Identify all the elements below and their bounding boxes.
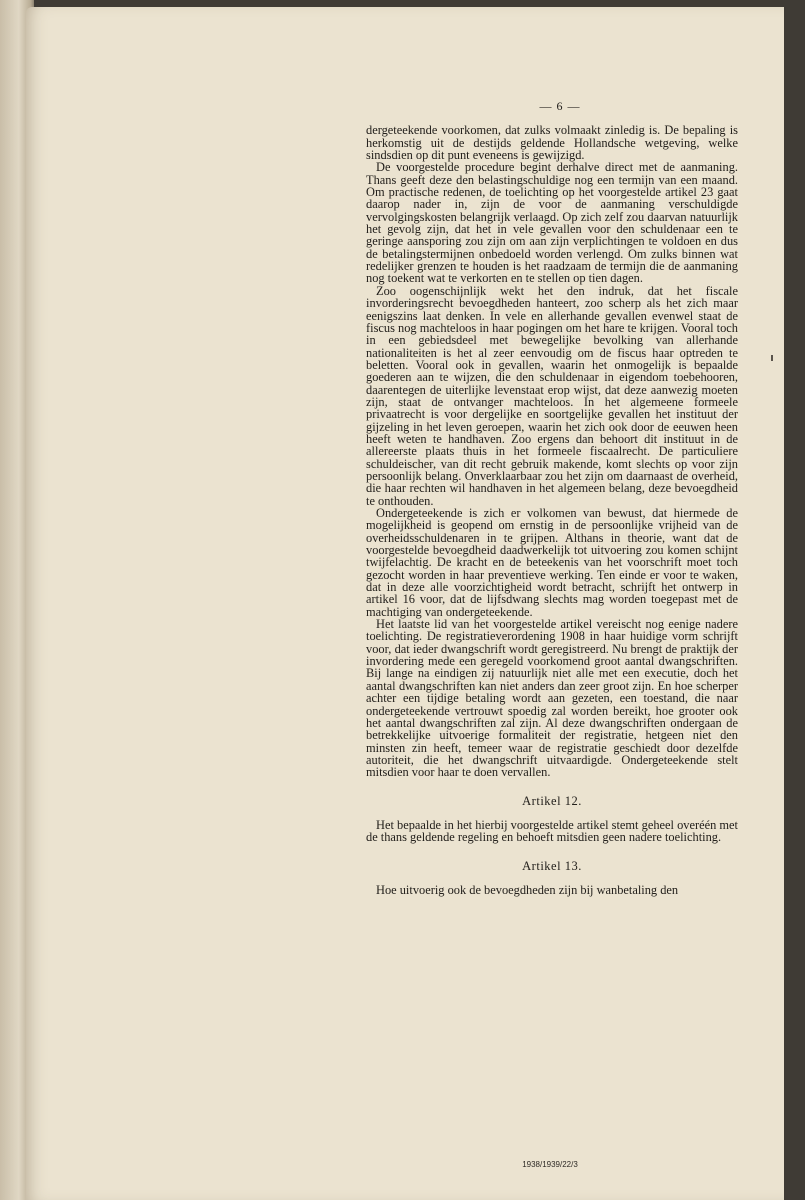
- article-13-heading: Artikel 13.: [522, 858, 582, 873]
- paragraph-4: Ondergeteekende is zich er volkomen van bewust, dat hiermede de mogelijkheid is geopend om ernstig in de persoonlijke vrijheid van de overheidsschuldenaren in te grijpen. Althans in theorie, want dat de voorgestelde bevoegdheid daadwerkelijk tot uitvoering zou komen schijnt twijfelachtig. De kracht en de beteekenis van het voorschrift moet toch gezocht worden in haar preventieve werking. Ten einde er voor te waken, dat in deze alle voorzichtigheid wordt betracht, schrijft het ontwerp in artikel 16 voor, dat de lijfsdwang slechts mag worden toegepast met de machtiging van ondergeteekende.: [366, 506, 738, 619]
- article-12-heading: Artikel 12.: [522, 793, 582, 808]
- article-13-text: Hoe uitvoerig ook de bevoegdheden zijn bij wanbetaling den: [376, 882, 679, 897]
- paragraph-5: Het laatste lid van het voorgestelde artikel vereischt nog eenige nadere toelichting. De registratieverordening 1908 in haar huidige vorm schrijft voor, dat ieder dwangschrift wordt geregistreerd. Nu brengt de praktijk der invordering mede een geregeld voorkomend groot aantal dwangschriften. Bij lange na eindigen zij natuurlijk niet alle met een executie, doch het aantal dwangschriften kan niet anders dan zeer groot zijn. En hoe scherper achter een tijdige betaling wordt aan gezeten, een toestand, die naar ondergeteekende vertrouwt spoedig zal worden bereikt, hoe grooter ook het aantal dwangschriften zal zijn. Al deze dwangschriften ondergaan de betrekkelijke uitvoerige formaliteit der registratie, hetgeen niet den minsten zin heeft, temeer waar de registratie geschiedt door dezelfde autoriteit, die het dwangschrift uitvaardigde. Ondergeteekende stelt mitsdien voor haar te doen vervallen.: [366, 617, 738, 780]
- scan-mark: [771, 355, 773, 361]
- paragraph-3: Zoo oogenschijnlijk wekt het den indruk, dat het fiscale invorderingsrecht bevoegdheden hanteert, zoo scherp als het zich maar eenigszins laat denken. In vele en allerhande gevallen evenwel staat de fiscus nog machteloos in haar pogingen om het hare te krijgen. Vooral toch in een gebiedsdeel met bewegelijke bevolking van allerhande nationaliteiten is het al zeer eenvoudig om de fiscus haar optreden te beletten. Vooral ook in gevallen, waarin het onmogelijk is bepaalde goederen aan te wijzen, die den schuldenaar in eigendom toebehooren, daarentegen de uiterlijke levenstaat erop wijst, dat deze aanwezig moeten zijn, staat de ontvanger machteloos. In het algemeene formeele privaatrecht is voor dergelijke en soortgelijke gevallen het instituut der gijzeling in het leven geroepen, waarin het zich ook door de eeuwen heen heeft weten te handhaven. Zoo ergens dan behoort dit instituut in de allereerste plaats thuis in het formeele fiscaalrecht. De particuliere schuldeischer, van dit recht gebruik makende, komt slechts op voor zijn persoonlijk belang. Onverklaarbaar zou het zijn om daarnaast de overheid, die haar rechten wil handhaven in het algemeen belang, deze bevoegdheid te onthouden.: [366, 283, 738, 508]
- paragraph-2: De voorgestelde procedure begint derhalve direct met de aanmaning. Thans geeft deze den belastingschuldige nog een termijn van een maand. Om practische redenen, de toelichting op het voorgestelde artikel 23 gaat daarop nader in, zijn de voor de aanmaning verschuldigde vervolgingskosten belangrijk verlaagd. Op zich zelf zou daarvan natuurlijk het gevolg zijn, dat het in vele gevallen voor den schuldenaar een te geringe aansporing zou zijn om aan zijn verplichtingen te voldoen en dus de betalingstermijnen onbedoeld worden verlengd. Om zulks binnen wat redelijker grenzen te houden is het raadzaam de termijn die de aanmaning nog toekent wat te verkorten en te stellen op tien dagen.: [366, 160, 738, 286]
- paragraph-1: dergeteekende voorkomen, dat zulks volmaakt zinledig is. De bepaling is herkomstig uit de destijds geldende Hollandsche wetgeving, welke sindsdien op dit punt eveneens is gewijzigd.: [366, 123, 738, 163]
- footer-code: 1938/1939/22/3: [522, 1160, 578, 1169]
- article-12-text: Het bepaalde in het hierbij voorgestelde artikel stemt geheel overéén met de thans geldende regeling en behoeft mitsdien geen nadere toelichting.: [366, 817, 738, 845]
- page-number: — 6 —: [539, 99, 581, 113]
- text-column: [366, 100, 738, 896]
